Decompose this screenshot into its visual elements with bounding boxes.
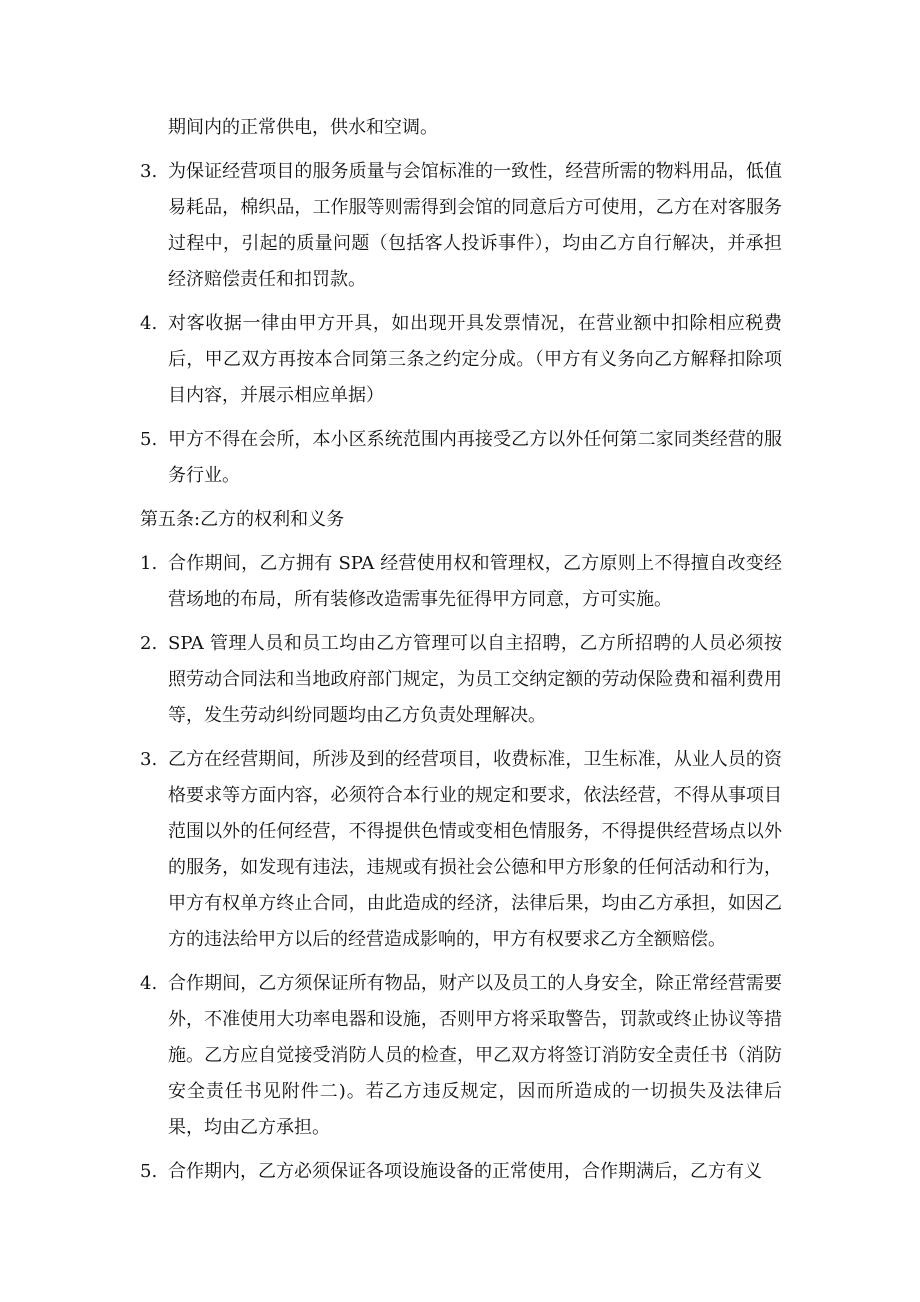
item-text: 为保证经营项目的服务质量与会馆标准的一致性，经营所需的物料用品，低值易耗品，棉织品，工作服等则需得到会馆的同意后方可使用，乙方在对客服务过程中，引起的质量问题（包括客人投诉事件），均由乙方自行解决，并承担经济赔偿责任和扣罚款。 [168, 161, 782, 290]
item-number: 3. [140, 161, 158, 182]
item-text: 乙方在经营期间，所涉及到的经营项目，收费标准，卫生标准，从业人员的资格要求等方面内容，必须符合本行业的规定和要求，依法经营，不得从事项目范围以外的任何经营，不得提供色情或变相色情服务，不得提供经营场点以外的服务，如发现有违法，违规或有损社会公德和甲方形象的任何活动和行为，甲方有权单方终止合同，由此造成的经济，法律后果，均由乙方承担，如因乙方的违法给甲方以后的经营造成影响的，甲方有权要求乙方全额赔偿。 [168, 749, 782, 950]
item-number: 3. [140, 749, 158, 770]
section5-heading: 第五条:乙方的权利和义务 [140, 509, 345, 530]
item-number: 1. [140, 553, 158, 574]
section5-item-3 [140, 742, 782, 958]
continuation-paragraph: 期间内的正常供电，供水和空调。 [168, 117, 438, 138]
section5-item-1 [140, 546, 782, 618]
item-text: SPA 管理人员和员工均由乙方管理可以自主招聘，乙方所招聘的人员必须按照劳动合同法和当地政府部门规定，为员工交纳定额的劳动保险费和福利费用等，发生劳动纠纷同题均由乙方负责处理解决。 [168, 633, 782, 726]
section5-item-4 [140, 966, 782, 1146]
item-text: 合作期内，乙方必须保证各项设施设备的正常使用，合作期满后，乙方有义 [168, 1161, 762, 1182]
item-number: 4. [140, 313, 158, 334]
item-number: 5. [140, 429, 158, 450]
section5-item-2 [140, 626, 782, 734]
item-text: 甲方不得在会所，本小区系统范围内再接受乙方以外任何第二家同类经营的服务行业。 [168, 429, 782, 486]
section4-item-3 [140, 154, 782, 298]
item-number: 4. [140, 973, 158, 994]
item-text: 合作期间，乙方拥有 SPA 经营使用权和管理权，乙方原则上不得擅自改变经营场地的布局，所有装修改造需事先征得甲方同意，方可实施。 [168, 553, 782, 610]
section4-item-5 [140, 422, 782, 494]
document-body [140, 110, 782, 1198]
item-number: 2. [140, 633, 158, 654]
section5-item-5 [140, 1154, 782, 1190]
item-text: 对客收据一律由甲方开具，如出现开具发票情况，在营业额中扣除相应税费后，甲乙双方再按本合同第三条之约定分成。（甲方有义务向乙方解释扣除项目内容，并展示相应单据） [168, 313, 782, 406]
item-number: 5. [140, 1161, 158, 1182]
item-text: 合作期间，乙方须保证所有物品，财产以及员工的人身安全，除正常经营需要外，不准使用大功率电器和设施，否则甲方将采取警告，罚款或终止协议等措施。乙方应自觉接受消防人员的检查，甲乙双方将签订消防安全责任书（消防安全责任书见附件二)。若乙方违反规定，因而所造成的一切损失及法律后果，均由乙方承担。 [168, 973, 782, 1138]
section4-item-4 [140, 306, 782, 414]
